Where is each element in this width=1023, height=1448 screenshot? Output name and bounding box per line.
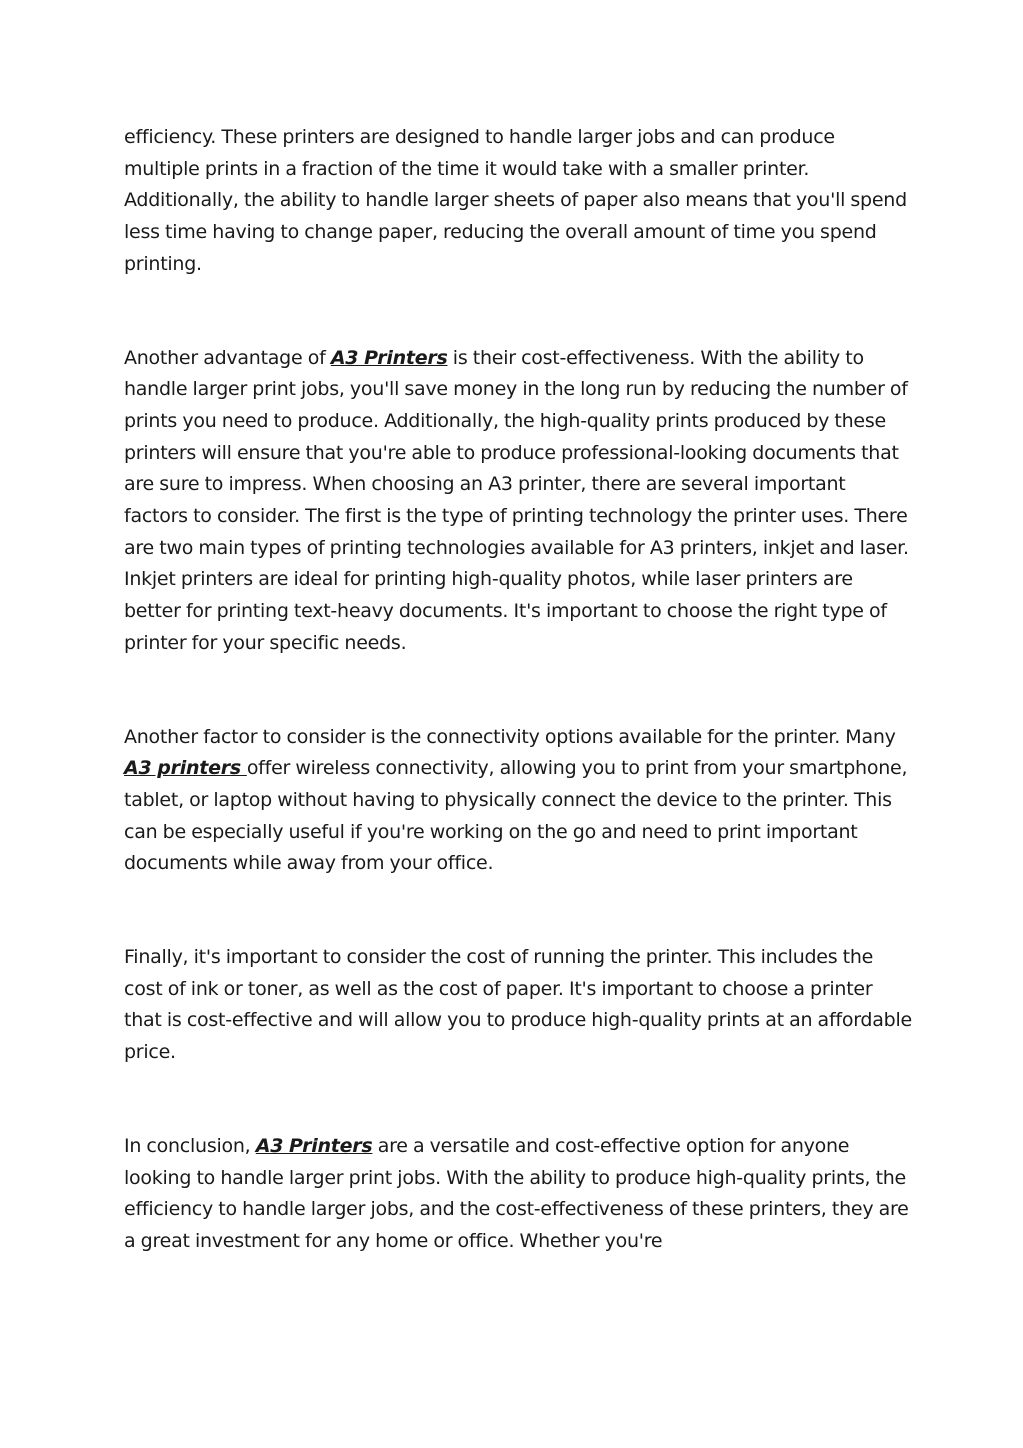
paragraph-text: efficiency. These printers are designed to handle larger jobs and can produce multiple prints in a fraction of the time it would take with a smaller printer. Additionally, the ability to handle larger sheets of paper also means that you'll spend less time having to change paper, reducing the overall amount of time you spend printing. [124,126,907,275]
a3-printers-link[interactable]: A3 printers [124,757,247,780]
paragraph-text: Finally, it's important to consider the cost of running the printer. This includes the cost of ink or toner, as well as the cost of paper. It's important to choose a printer that is cost-effective and will allow you to produce high-quality prints at an affordable price. [124,946,912,1064]
paragraph-text: is their cost-effectiveness. With the ability to handle larger print jobs, you'll save money in the long run by reducing the number of prints you need to produce. Additionally, the high-quality prints produced by these printers will ensure that you're able to produce professional-looking documents that are sure to impress. When choosing an A3 printer, there are several important factors to consider. The first is the type of printing technology the printer uses. There are two main types of printing technologies available for A3 printers, inkjet and laser. Inkjet printers are ideal for printing high-quality photos, while laser printers are better for printing text-heavy documents. It's important to choose the right type of printer for your specific needs. [124,346,909,654]
paragraph-efficiency [124,122,914,281]
document-body [124,122,914,1258]
paragraph-text: Another advantage of [124,346,331,369]
paragraph-text: Another factor to consider is the connectivity options available for the printer. Many [124,725,896,748]
paragraph-connectivity [124,722,914,881]
paragraph-text: In conclusion, [124,1134,256,1157]
paragraph-cost-effectiveness [124,343,914,660]
paragraph-text: are a versatile and cost-effective option for anyone looking to handle larger print jobs. With the ability to produce high-quality prints, the efficiency to handle larger jobs, and the cost-effectiveness of these printers, they are a great investment for any home or office. Whether you're [124,1134,909,1252]
paragraph-running-cost [124,942,914,1069]
a3-printers-link[interactable]: A3 Printers [255,1134,373,1157]
a3-printers-link[interactable]: A3 Printers [330,346,448,369]
paragraph-conclusion [124,1131,914,1258]
paragraph-text: offer wireless connectivity, allowing you to print from your smartphone, tablet, or laptop without having to physically connect the device to the printer. This can be especially useful if you're working on the go and need to print important documents while away from your office. [124,757,908,875]
